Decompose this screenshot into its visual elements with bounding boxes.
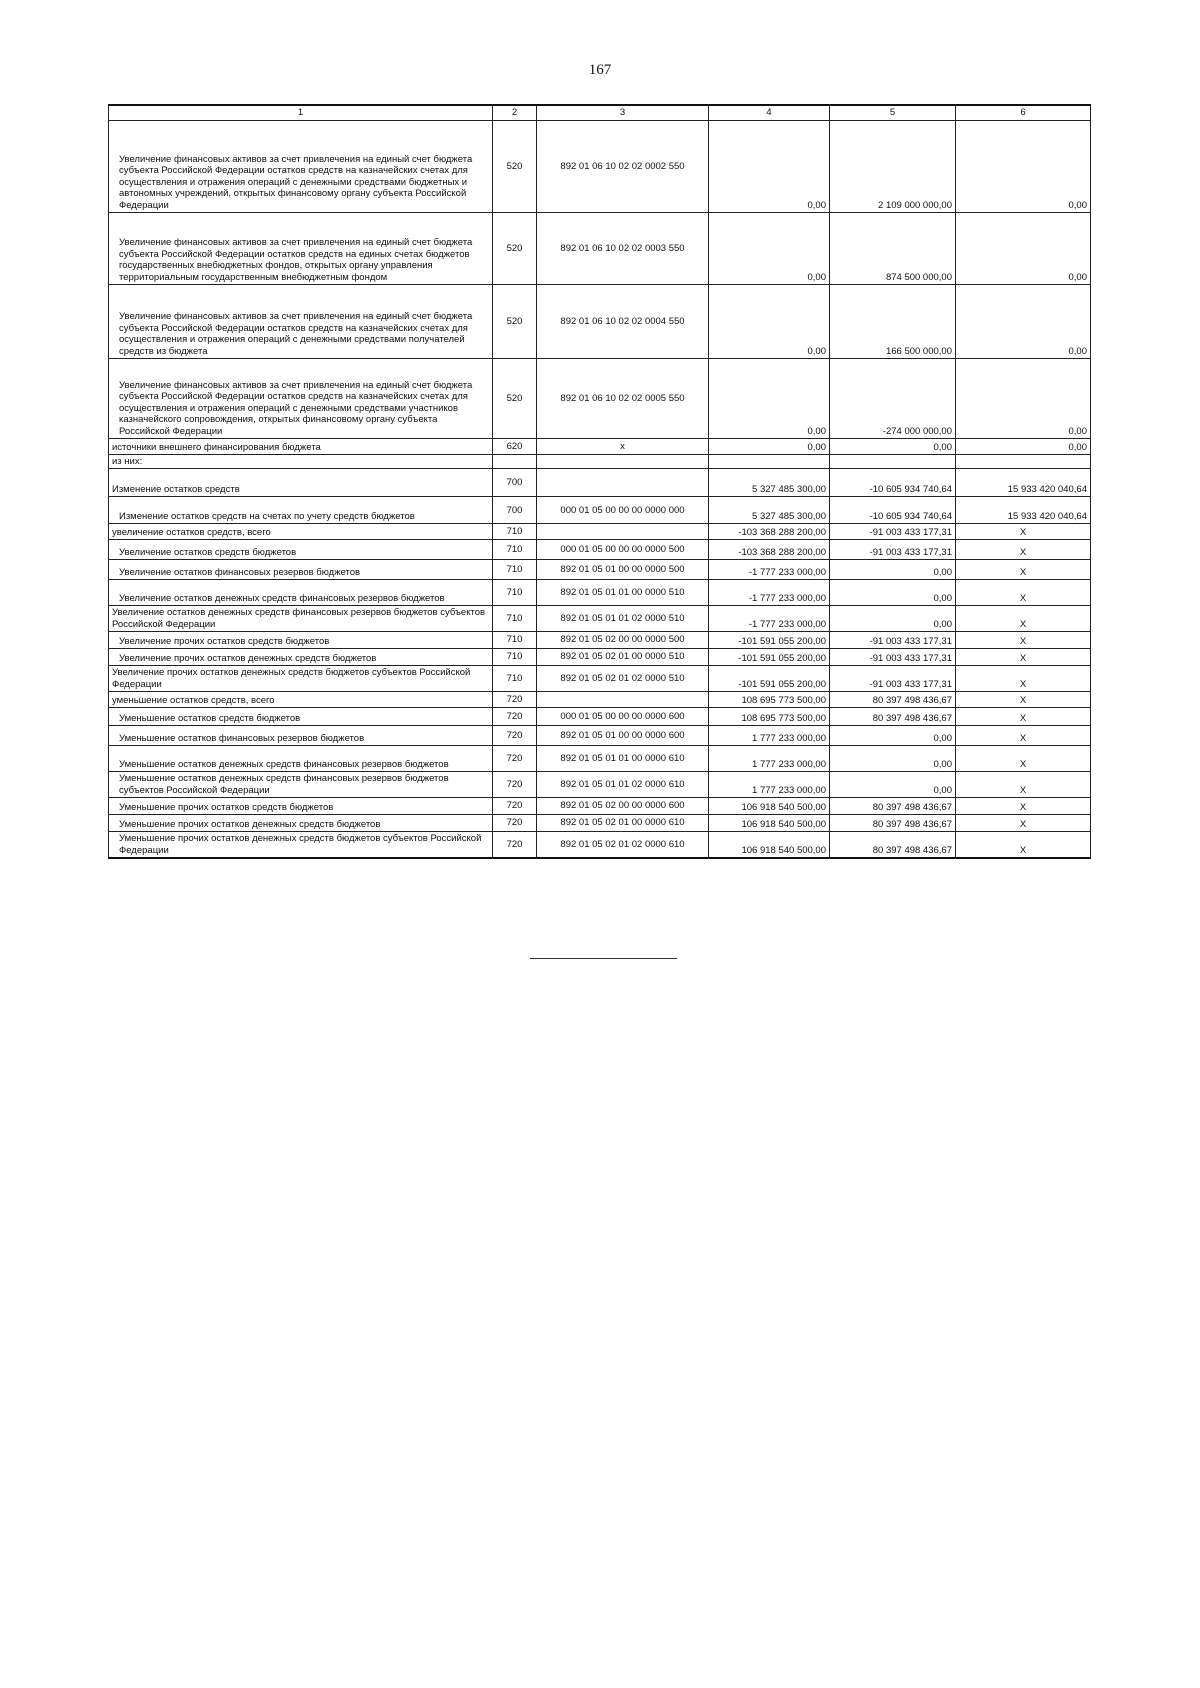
row-code: 710 <box>493 560 537 580</box>
row-code: 720 <box>493 746 537 772</box>
row-value-col5: -91 003 433 177,31 <box>830 666 956 692</box>
row-name: Увеличение остатков денежных средств финансовых резервов бюджетов <box>109 580 493 606</box>
row-value-col5: 2 109 000 000,00 <box>830 121 956 213</box>
row-code: 710 <box>493 632 537 649</box>
row-value-col4: -103 368 288 200,00 <box>709 540 830 560</box>
row-code: 710 <box>493 524 537 540</box>
row-value-col4: 1 777 233 000,00 <box>709 746 830 772</box>
row-value-col6: X <box>956 832 1091 858</box>
row-name: Увеличение остатков финансовых резервов бюджетов <box>109 560 493 580</box>
row-code: 710 <box>493 666 537 692</box>
row-kbk-code <box>537 455 709 469</box>
row-kbk-code: 892 01 05 02 01 02 0000 510 <box>537 666 709 692</box>
row-value-col5: 0,00 <box>830 560 956 580</box>
row-code: 720 <box>493 798 537 815</box>
column-header: 5 <box>830 105 956 121</box>
row-name: Уменьшение остатков финансовых резервов бюджетов <box>109 726 493 746</box>
row-kbk-code <box>537 469 709 497</box>
row-kbk-code: 000 01 05 00 00 00 0000 500 <box>537 540 709 560</box>
row-value-col4: 106 918 540 500,00 <box>709 798 830 815</box>
row-value-col4: 108 695 773 500,00 <box>709 708 830 726</box>
table-row <box>109 772 1091 798</box>
row-name: Увеличение прочих остатков средств бюджетов <box>109 632 493 649</box>
row-value-col6: 15 933 420 040,64 <box>956 469 1091 497</box>
row-value-col4: -101 591 055 200,00 <box>709 632 830 649</box>
row-kbk-code: 892 01 05 01 01 02 0000 510 <box>537 606 709 632</box>
row-value-col6: 0,00 <box>956 121 1091 213</box>
row-value-col6: X <box>956 649 1091 666</box>
row-value-col4: -1 777 233 000,00 <box>709 560 830 580</box>
row-name: Уменьшение прочих остатков денежных средств бюджетов <box>109 815 493 832</box>
row-value-col5: 80 397 498 436,67 <box>830 798 956 815</box>
row-value-col6 <box>956 455 1091 469</box>
row-value-col5: 80 397 498 436,67 <box>830 815 956 832</box>
row-kbk-code: 892 01 05 01 00 00 0000 600 <box>537 726 709 746</box>
row-name: Уменьшение остатков средств бюджетов <box>109 708 493 726</box>
row-value-col6: 0,00 <box>956 213 1091 285</box>
row-value-col5: -91 003 433 177,31 <box>830 524 956 540</box>
table-row <box>109 524 1091 540</box>
row-kbk-code: 892 01 05 02 01 02 0000 610 <box>537 832 709 858</box>
table-row <box>109 726 1091 746</box>
row-value-col6: 15 933 420 040,64 <box>956 497 1091 524</box>
row-kbk-code <box>537 524 709 540</box>
table-row <box>109 708 1091 726</box>
row-value-col4: 106 918 540 500,00 <box>709 815 830 832</box>
row-kbk-code: 892 01 06 10 02 02 0003 550 <box>537 213 709 285</box>
row-code: 520 <box>493 121 537 213</box>
table-row <box>109 580 1091 606</box>
column-header: 6 <box>956 105 1091 121</box>
row-value-col4: -1 777 233 000,00 <box>709 580 830 606</box>
row-kbk-code: 892 01 05 02 01 00 0000 610 <box>537 815 709 832</box>
row-code: 720 <box>493 726 537 746</box>
table-row <box>109 213 1091 285</box>
row-value-col4: -103 368 288 200,00 <box>709 524 830 540</box>
row-name: Увеличение финансовых активов за счет привлечения на единый счет бюджета субъекта Российской Федерации остатков средств на казначейских счетах для осуществления и отражения операций с денежными средствами получателей средств из бюджета <box>109 285 493 359</box>
row-code: 720 <box>493 692 537 708</box>
table-row <box>109 666 1091 692</box>
row-code: 710 <box>493 649 537 666</box>
table-row <box>109 121 1091 213</box>
table-row <box>109 560 1091 580</box>
row-value-col5: -274 000 000,00 <box>830 359 956 439</box>
row-kbk-code: 892 01 05 01 01 00 0000 610 <box>537 746 709 772</box>
row-name: Увеличение прочих остатков денежных средств бюджетов <box>109 649 493 666</box>
row-value-col5: 0,00 <box>830 439 956 455</box>
row-code <box>493 455 537 469</box>
row-name: Уменьшение прочих остатков средств бюджетов <box>109 798 493 815</box>
row-value-col5: -91 003 433 177,31 <box>830 632 956 649</box>
row-value-col6: X <box>956 524 1091 540</box>
row-kbk-code: 892 01 05 01 00 00 0000 500 <box>537 560 709 580</box>
row-kbk-code: 892 01 05 02 01 00 0000 510 <box>537 649 709 666</box>
row-value-col5: 0,00 <box>830 746 956 772</box>
row-name: источники внешнего финансирования бюджета <box>109 439 493 455</box>
row-code: 520 <box>493 213 537 285</box>
row-value-col6: 0,00 <box>956 359 1091 439</box>
row-name: увеличение остатков средств, всего <box>109 524 493 540</box>
column-header: 4 <box>709 105 830 121</box>
row-kbk-code: 892 01 06 10 02 02 0002 550 <box>537 121 709 213</box>
row-value-col5: 0,00 <box>830 580 956 606</box>
row-name: Увеличение финансовых активов за счет привлечения на единый счет бюджета субъекта Российской Федерации остатков средств на казначейских счетах для осуществления и отражения операций с денежными средствами участников казначейского сопровождения, открытых финансовому органу субъекта Российской Федерации <box>109 359 493 439</box>
row-kbk-code: 892 01 05 02 00 00 0000 500 <box>537 632 709 649</box>
row-value-col4: 1 777 233 000,00 <box>709 726 830 746</box>
row-name: уменьшение остатков средств, всего <box>109 692 493 708</box>
row-name: Увеличение финансовых активов за счет привлечения на единый счет бюджета субъекта Российской Федерации остатков средств на единых счетах бюджетов государственных внебюджетных фондов, открытых органу управления территориальным государственным внебюджетным фондом <box>109 213 493 285</box>
row-value-col4: 0,00 <box>709 121 830 213</box>
row-name: Увеличение остатков средств бюджетов <box>109 540 493 560</box>
row-code: 520 <box>493 359 537 439</box>
row-value-col6: X <box>956 798 1091 815</box>
row-value-col4: 1 777 233 000,00 <box>709 772 830 798</box>
table-row <box>109 746 1091 772</box>
header-row <box>109 105 1091 121</box>
column-header: 1 <box>109 105 493 121</box>
row-name: Увеличение прочих остатков денежных средств бюджетов субъектов Российской Федерации <box>109 666 493 692</box>
row-name: Изменение остатков средств на счетах по учету средств бюджетов <box>109 497 493 524</box>
row-value-col5: 0,00 <box>830 772 956 798</box>
row-value-col4: 5 327 485 300,00 <box>709 497 830 524</box>
row-value-col6: X <box>956 708 1091 726</box>
table-row <box>109 798 1091 815</box>
row-value-col6: 0,00 <box>956 285 1091 359</box>
row-value-col6: X <box>956 560 1091 580</box>
row-value-col4: 0,00 <box>709 359 830 439</box>
row-value-col4: 0,00 <box>709 213 830 285</box>
row-value-col6: X <box>956 746 1091 772</box>
row-value-col5: 166 500 000,00 <box>830 285 956 359</box>
end-divider <box>530 958 677 959</box>
row-value-col4: 108 695 773 500,00 <box>709 692 830 708</box>
row-value-col5: 0,00 <box>830 726 956 746</box>
row-code: 710 <box>493 540 537 560</box>
row-kbk-code: 892 01 05 01 01 00 0000 510 <box>537 580 709 606</box>
table-row <box>109 439 1091 455</box>
row-name: из них: <box>109 455 493 469</box>
row-value-col4: -101 591 055 200,00 <box>709 649 830 666</box>
row-value-col6: X <box>956 632 1091 649</box>
table-row <box>109 649 1091 666</box>
row-kbk-code: 892 01 05 01 01 02 0000 610 <box>537 772 709 798</box>
table-row <box>109 497 1091 524</box>
row-value-col5: 80 397 498 436,67 <box>830 832 956 858</box>
row-value-col4: 5 327 485 300,00 <box>709 469 830 497</box>
row-kbk-code: x <box>537 439 709 455</box>
table-row <box>109 469 1091 497</box>
row-code: 720 <box>493 708 537 726</box>
row-name: Уменьшение прочих остатков денежных средств бюджетов субъектов Российской Федерации <box>109 832 493 858</box>
row-code: 620 <box>493 439 537 455</box>
row-value-col4: -1 777 233 000,00 <box>709 606 830 632</box>
row-value-col5: 80 397 498 436,67 <box>830 708 956 726</box>
row-name: Изменение остатков средств <box>109 469 493 497</box>
page-number: 167 <box>588 62 612 78</box>
row-value-col6: X <box>956 815 1091 832</box>
row-name: Уменьшение остатков денежных средств финансовых резервов бюджетов субъектов Российской Федерации <box>109 772 493 798</box>
row-code: 710 <box>493 580 537 606</box>
row-value-col4: 106 918 540 500,00 <box>709 832 830 858</box>
row-value-col6: X <box>956 772 1091 798</box>
row-kbk-code <box>537 692 709 708</box>
row-kbk-code: 892 01 06 10 02 02 0005 550 <box>537 359 709 439</box>
table-row <box>109 359 1091 439</box>
row-code: 710 <box>493 606 537 632</box>
column-header: 2 <box>493 105 537 121</box>
row-value-col5: -91 003 433 177,31 <box>830 540 956 560</box>
row-value-col5 <box>830 455 956 469</box>
row-code: 700 <box>493 469 537 497</box>
row-value-col6: X <box>956 540 1091 560</box>
table-row <box>109 692 1091 708</box>
row-value-col6: 0,00 <box>956 439 1091 455</box>
row-value-col6: X <box>956 666 1091 692</box>
table-row <box>109 815 1091 832</box>
row-value-col4 <box>709 455 830 469</box>
row-value-col6: X <box>956 606 1091 632</box>
row-value-col4: 0,00 <box>709 285 830 359</box>
row-name: Уменьшение остатков денежных средств финансовых резервов бюджетов <box>109 746 493 772</box>
table-row <box>109 632 1091 649</box>
row-value-col5: -10 605 934 740,64 <box>830 497 956 524</box>
row-value-col5: 0,00 <box>830 606 956 632</box>
row-code: 720 <box>493 832 537 858</box>
row-kbk-code: 892 01 06 10 02 02 0004 550 <box>537 285 709 359</box>
row-name: Увеличение остатков денежных средств финансовых резервов бюджетов субъектов Российской Федерации <box>109 606 493 632</box>
table-row <box>109 606 1091 632</box>
row-code: 720 <box>493 772 537 798</box>
row-code: 520 <box>493 285 537 359</box>
row-value-col5: 874 500 000,00 <box>830 213 956 285</box>
row-value-col4: 0,00 <box>709 439 830 455</box>
row-value-col5: 80 397 498 436,67 <box>830 692 956 708</box>
row-value-col5: -91 003 433 177,31 <box>830 649 956 666</box>
row-code: 720 <box>493 815 537 832</box>
table-row <box>109 540 1091 560</box>
row-kbk-code: 892 01 05 02 00 00 0000 600 <box>537 798 709 815</box>
budget-sources-table <box>108 104 1091 859</box>
row-name: Увеличение финансовых активов за счет привлечения на единый счет бюджета субъекта Российской Федерации остатков средств на казначейских счетах для осуществления и отражения операций с денежными средствами бюджетных и автономных учреждений, открытых финансовому органу субъекта Российской Федерации <box>109 121 493 213</box>
column-header: 3 <box>537 105 709 121</box>
row-value-col6: X <box>956 726 1091 746</box>
table-row <box>109 455 1091 469</box>
row-value-col6: X <box>956 580 1091 606</box>
row-kbk-code: 000 01 05 00 00 00 0000 600 <box>537 708 709 726</box>
row-kbk-code: 000 01 05 00 00 00 0000 000 <box>537 497 709 524</box>
table-row <box>109 832 1091 858</box>
row-value-col4: -101 591 055 200,00 <box>709 666 830 692</box>
row-value-col5: -10 605 934 740,64 <box>830 469 956 497</box>
row-value-col6: X <box>956 692 1091 708</box>
table-row <box>109 285 1091 359</box>
row-code: 700 <box>493 497 537 524</box>
